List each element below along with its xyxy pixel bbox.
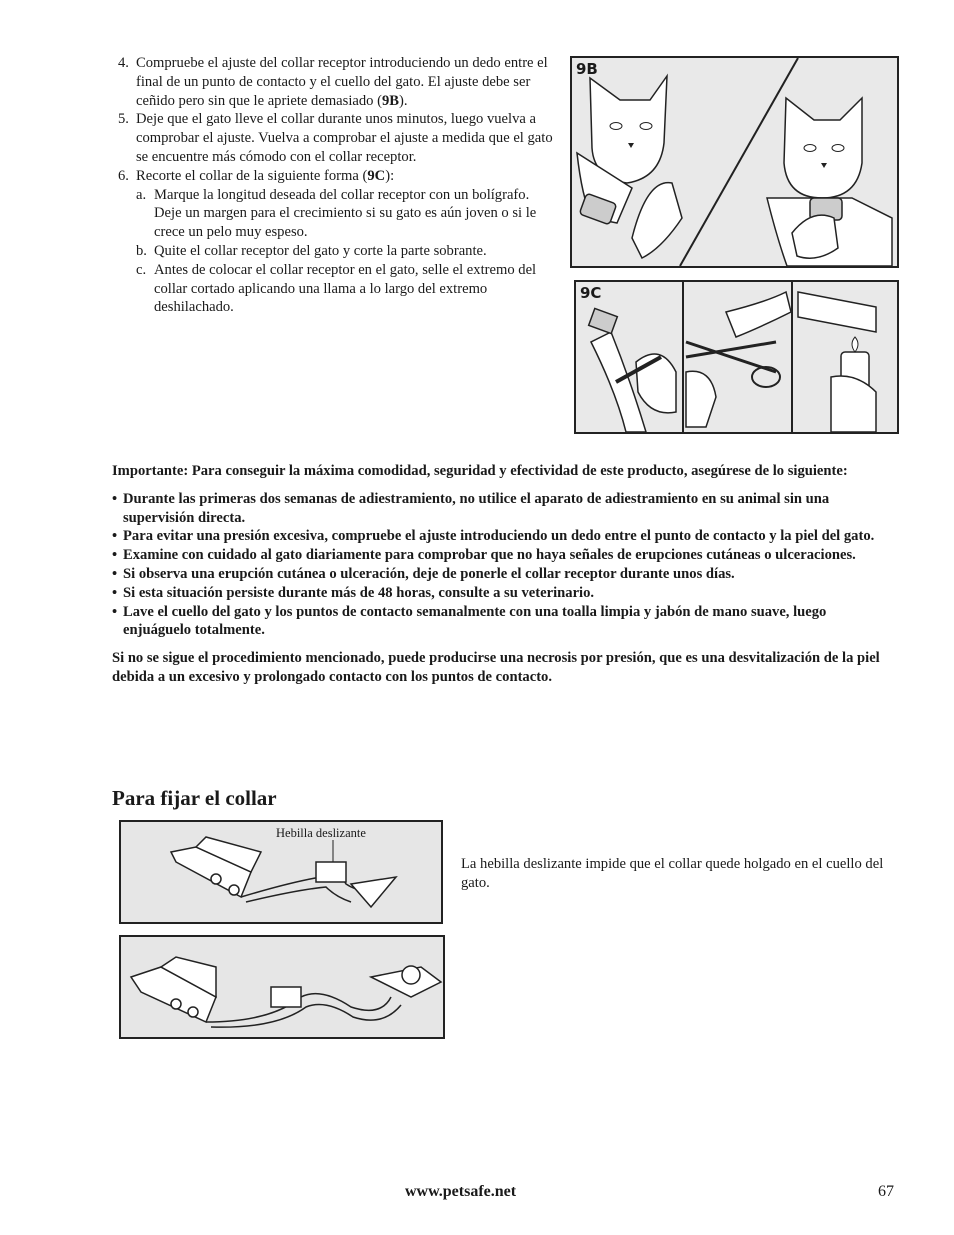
substep-text: Marque la longitud deseada del collar receptor con un bolígrafo. Deje un margen para el crecimiento si su gato es aún joven o si le crece un pelo muy espeso. <box>154 186 537 241</box>
step-text: Compruebe el ajuste del collar receptor introduciendo un dedo entre el final de un punto de contacto y el cuello del gato. El ajuste debe ser ceñido pero sin que le apriete demasiado (9B). <box>136 55 548 109</box>
important-intro: Importante: Para conseguir la máxima comodidad, seguridad y efectividad de este producto, asegúrese de lo siguiente: <box>112 463 848 479</box>
buckle-callout-label: Hebilla deslizante <box>276 826 366 840</box>
figure-9c <box>574 280 899 434</box>
important-notice <box>112 462 897 687</box>
collar-receiver-illustration <box>121 937 443 1037</box>
step-text: Recorte el collar de la siguiente forma (9C): <box>136 167 395 184</box>
buckle-description: La hebilla deslizante impide que el collar quede holgado en el cuello del gato. <box>461 856 884 891</box>
bullet-item: • Durante las primeras dos semanas de adiestramiento, no utilice el aparato de adiestramiento en su animal sin una supervisión directa. <box>112 490 830 526</box>
instruction-steps <box>118 54 558 317</box>
bullet-item: • Si esta situación persiste durante más de 48 horas, consulte a su veterinario. <box>112 584 595 601</box>
substep-text: Quite el collar receptor del gato y corte la parte sobrante. <box>154 242 487 259</box>
step-5 <box>118 110 558 166</box>
collar-buckle-figure <box>119 820 443 924</box>
bullet-item: • Examine con cuidado al gato diariamente para comprobar que no haya señales de erupciones cutáneas o ulceraciones. <box>112 547 856 564</box>
substep-letter: a. <box>136 186 147 203</box>
bullet-icon: • <box>112 584 118 601</box>
bullet-icon: • <box>112 490 118 507</box>
important-warning: Si no se sigue el procedimiento mencionado, puede producirse una necrosis por presión, que es una desvitalización de la piel debida a un excesivo y prolongado contacto con los puntos de contacto. <box>112 650 880 685</box>
collar-assembled-figure <box>119 935 445 1039</box>
bullet-item: • Si observa una erupción cutánea o ulceración, deje de ponerle el collar receptor durante unos días. <box>112 565 735 582</box>
bullet-item: • Para evitar una presión excesiva, compruebe el ajuste introduciendo un dedo entre el punto de contacto y la piel del gato. <box>112 528 875 545</box>
step-4 <box>118 54 558 110</box>
important-bullet-list <box>112 490 897 640</box>
figure-label: 9B <box>576 60 598 78</box>
substep-b <box>136 242 558 261</box>
step-number: 6. <box>118 167 129 184</box>
step-text: Deje que el gato lleve el collar durante unos minutos, luego vuelva a comprobar el ajuste. Vuelva a comprobar el ajuste a medida que el gato se encuentre más cómodo con el collar receptor. <box>136 111 553 165</box>
substep-c <box>136 261 558 317</box>
step-6 <box>118 167 558 186</box>
bullet-icon: • <box>112 547 118 564</box>
collar-trimming-illustration <box>576 282 897 432</box>
bullet-icon: • <box>112 528 118 545</box>
figure-9b <box>570 56 899 268</box>
figure-label: 9C <box>580 284 602 302</box>
substep-text: Antes de colocar el collar receptor en el gato, selle el extremo del collar cortado aplicando una llama a lo largo del extremo deshilachado. <box>154 261 537 316</box>
bullet-icon: • <box>112 565 118 582</box>
cat-collar-fit-illustration <box>572 58 897 266</box>
step-number: 4. <box>118 55 129 71</box>
substep-letter: b. <box>136 242 147 259</box>
substep-letter: c. <box>136 261 147 278</box>
step-number: 5. <box>118 111 129 128</box>
page-number: 67 <box>878 1183 894 1200</box>
section-title: Para fijar el collar <box>112 786 277 810</box>
footer-url: www.petsafe.net <box>405 1183 517 1200</box>
substep-a <box>136 186 558 242</box>
bullet-icon: • <box>112 603 118 620</box>
bullet-item: • Lave el cuello del gato y los puntos de contacto semanalmente con una toalla limpia y jabón de mano suave, luego enjuáguelo totalmente. <box>112 603 827 639</box>
